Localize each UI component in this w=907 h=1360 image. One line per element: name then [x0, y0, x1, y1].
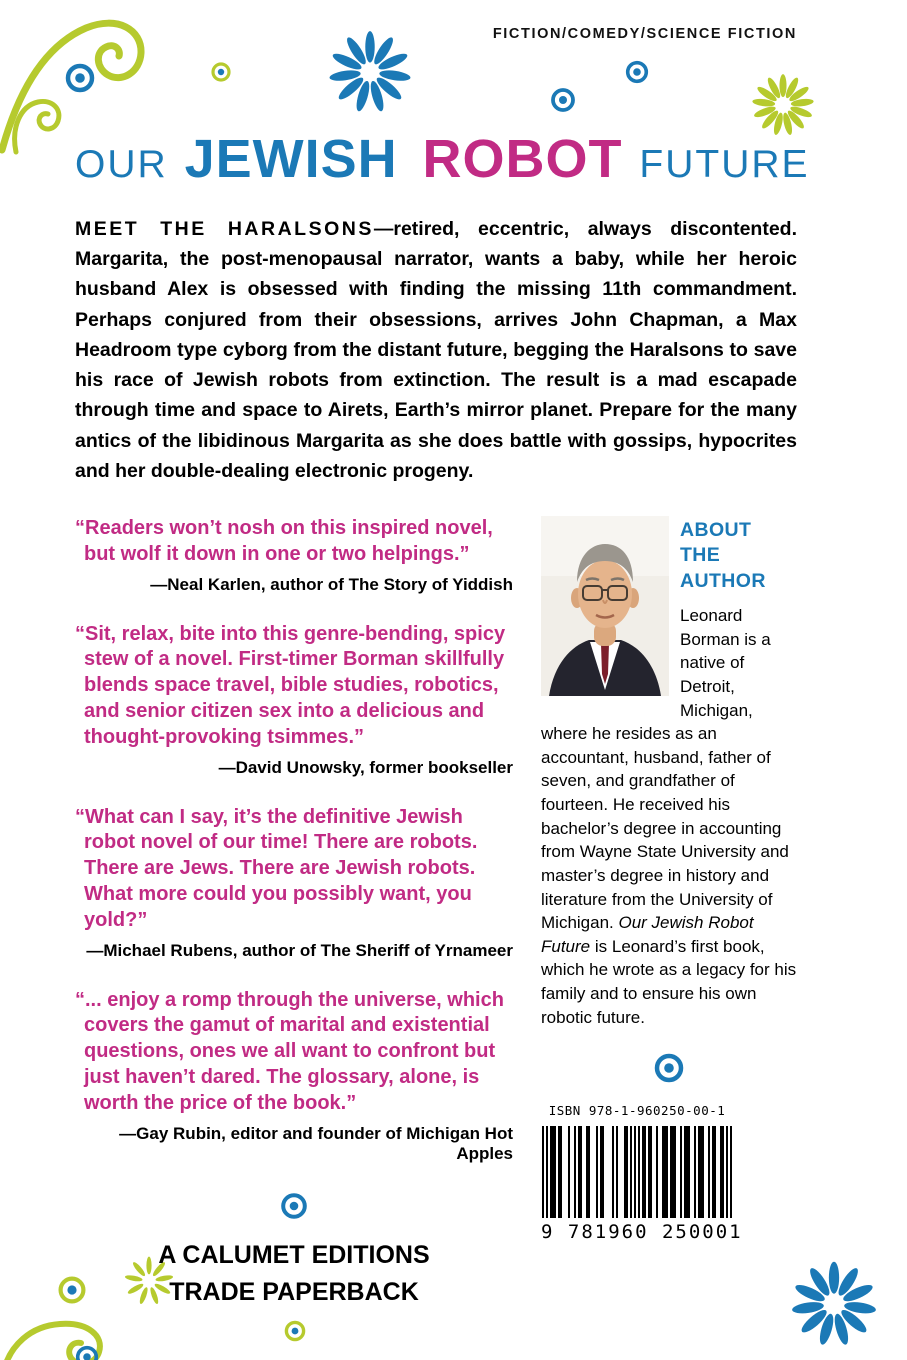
target-circle-icon [283, 1319, 307, 1343]
barcode-bars [542, 1126, 732, 1218]
quote-text: “What can I say, it’s the definitive Jewish robot novel of our time! There are robots. There are Jews. There are Jewish robots. What more could you possibly want, you yold?” [75, 805, 478, 931]
quote-attribution: —Gay Rubin, editor and founder of Michigan Hot Apples [119, 1123, 513, 1163]
swirl-icon [0, 1312, 130, 1360]
bio-text: is Leonard’s first book, which he wrote as a legacy for his family and to ensure his own robotic future. [541, 936, 797, 1027]
genre-label: FICTION/COMEDY/SCIENCE FICTION [492, 26, 797, 42]
quote-text: “Sit, relax, bite into this genre-bending, spicy stew of a novel. First-timer Borman skillfully blends space travel, bible studies, robotics, and senior citizen sex into a delicious and thought-provoking tsimmes.” [75, 622, 506, 748]
title-word-robot: ROBOT [422, 129, 623, 189]
review-quote-2 [75, 622, 513, 778]
book-synopsis [75, 214, 797, 486]
author-photo [541, 516, 669, 696]
quote-text: “Readers won’t nosh on this inspired novel, but wolf it down in one or two helpings.” [75, 516, 493, 565]
bio-book-title: Our Jewish Robot Future [541, 913, 754, 956]
bio-text: Leonard Borman is a native of Detroit, Michigan, where he resides as an accountant, husband, father of seven, and grandfather of fourteen. He received his bachelor’s degree in accounting from Wayne State University and master’s degree in history and literature from the University of Michigan. [541, 606, 789, 933]
divider-decoration [75, 1191, 513, 1221]
quote-attribution: —Neal Karlen, author of The Story of Yiddish [150, 574, 513, 594]
target-circle-icon [279, 1191, 309, 1221]
target-circle-icon [652, 1051, 686, 1085]
target-circle-icon [74, 1344, 100, 1360]
quote-text: “... enjoy a romp through the universe, which covers the gamut of marital and existential questions, ones we all want to confront but just haven’t dared. The glossary, alone, is worth the price of the book.” [75, 988, 504, 1114]
barcode-block [541, 1103, 743, 1244]
publisher-block [75, 1237, 513, 1311]
publisher-line-1: A CALUMET EDITIONS [158, 1240, 430, 1269]
quotes-column [75, 516, 513, 1311]
synopsis-body: —retired, eccentric, always discontented. Margarita, the post-menopausal narrator, wants a baby, while her heroic husband Alex is obsessed with finding the missing 11th commandment. Perhaps conjured from their obsessions, arrives John Chapman, a Max Headroom type cyborg from the distant future, begging the Haralsons to save his race of Jewish robots from extinction. The result is a mad escapade through time and space to Airets, Earth’s mirror planet. Prepare for the many antics of the libidinous Margarita as she does battle with gossips, hypocrites and her double-dealing electronic progeny. [75, 218, 798, 482]
about-author-heading: ABOUT THE AUTHOR [680, 518, 766, 592]
author-portrait-illustration [541, 516, 669, 696]
quote-attribution: —David Unowsky, former bookseller [218, 757, 513, 777]
title-word-our: OUR [75, 143, 168, 186]
quote-attribution: —Michael Rubens, author of The Sheriff of Yrnameer [86, 940, 513, 960]
title-word-future: FUTURE [639, 143, 810, 186]
book-title [75, 129, 810, 189]
divider-decoration [541, 1051, 797, 1085]
review-quote-4 [75, 988, 513, 1164]
title-word-jewish: JEWISH [184, 129, 398, 189]
synopsis-lead: MEET THE HARALSONS [75, 218, 374, 240]
cover-content [0, 26, 907, 1311]
review-quote-3 [75, 805, 513, 961]
review-quote-1 [75, 516, 513, 595]
barcode-number: 9 781960 250001 [541, 1221, 743, 1244]
about-author-section [541, 516, 797, 1029]
isbn-label: ISBN 978-1-960250-00-1 [548, 1103, 726, 1119]
about-column [541, 516, 797, 1243]
lower-columns [75, 516, 797, 1311]
publisher-line-2: TRADE PAPERBACK [169, 1277, 419, 1306]
